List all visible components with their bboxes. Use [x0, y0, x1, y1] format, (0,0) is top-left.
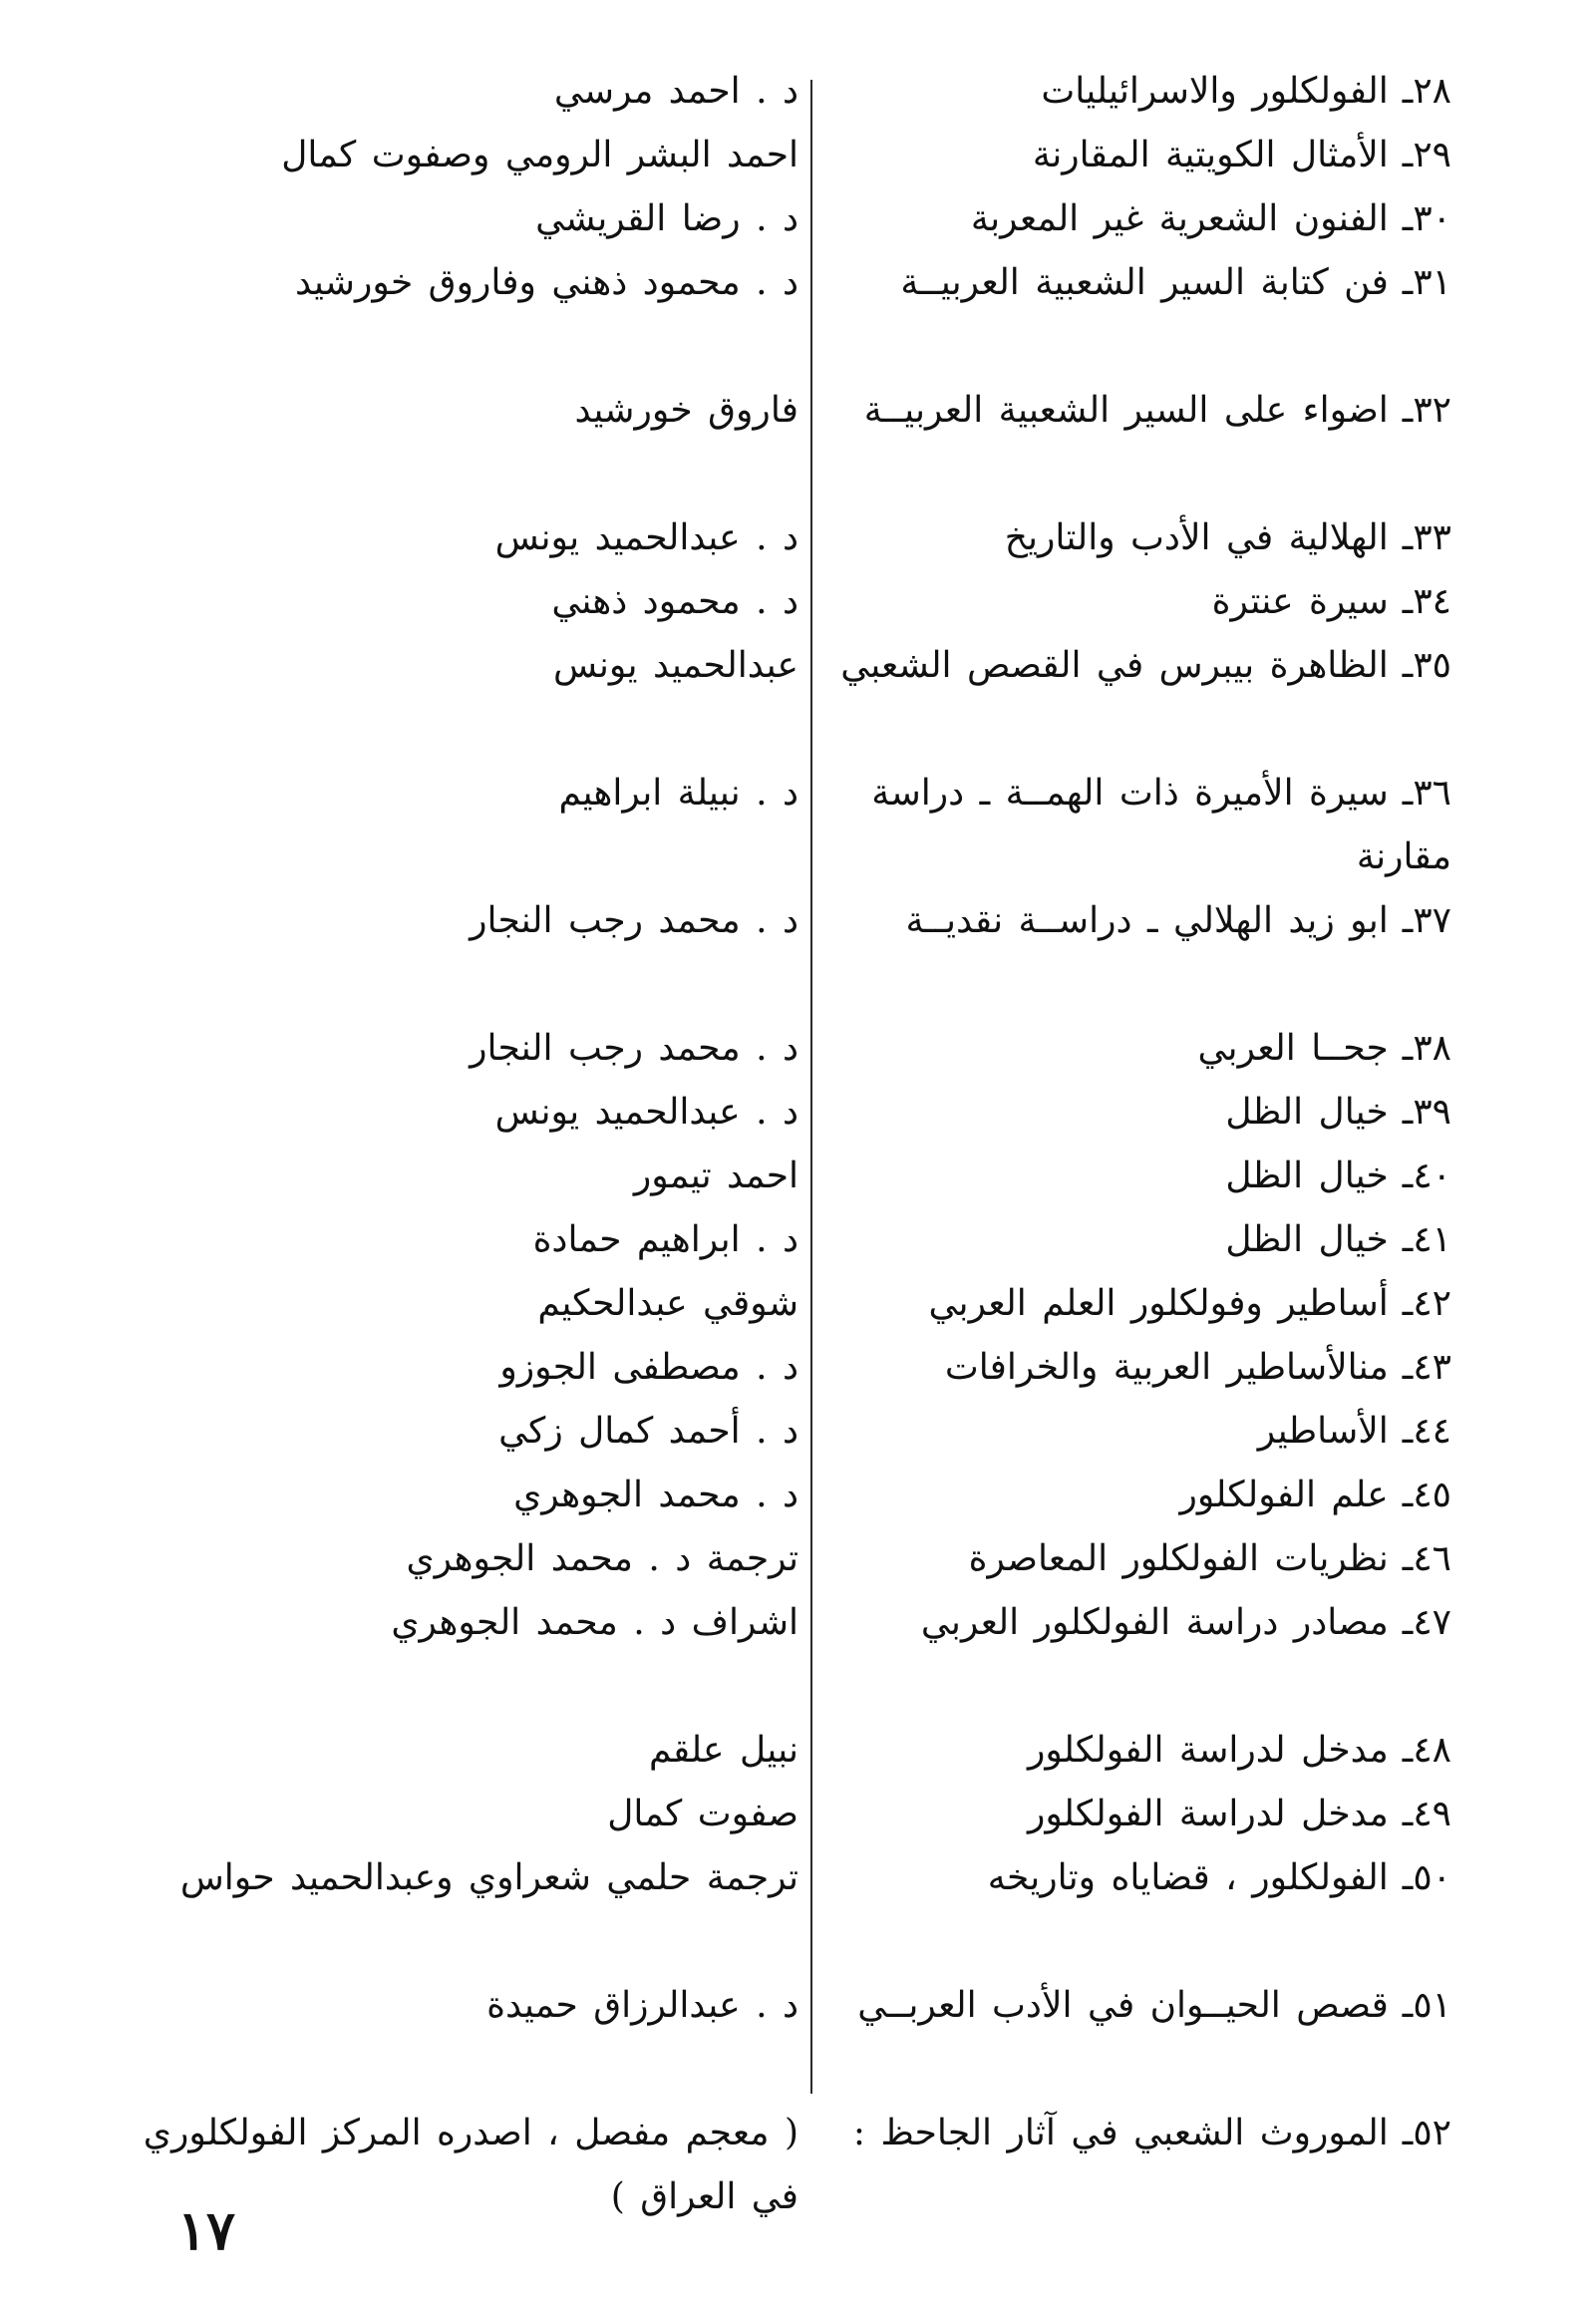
entry-title [798, 2102, 1451, 2165]
entry-number: ٤٩ـ [1402, 1794, 1451, 1834]
entry-author: د . عبدالحميد يونس [494, 1092, 798, 1133]
entry-number: ٣٤ـ [1402, 581, 1451, 622]
entry-title-text: الموروث الشعبي في آثار الجاحظ : [852, 2113, 1389, 2153]
entry-title-text: سيرة عنترة [1211, 581, 1389, 622]
list-item [0, 1336, 1596, 1400]
entry-author: صفوت كمال [607, 1794, 798, 1834]
entry-title [798, 1272, 1451, 1336]
entry-author: ترجمة د . محمد الجوهري [406, 1538, 798, 1579]
entry-title [798, 379, 1451, 443]
entry-number: ٥١ـ [1402, 1985, 1451, 2026]
entry-number: ٥٠ـ [1402, 1857, 1451, 1898]
list-item [0, 1017, 1596, 1081]
entry-author: د . عبدالرزاق حميدة [486, 1985, 798, 2026]
list-item [0, 1400, 1596, 1464]
entry-author: د . رضا القريشي [535, 198, 798, 239]
entry-title-text: الهلالية في الأدب والتاريخ [1004, 517, 1389, 558]
entry-title-text: قصص الحيــوان في الأدب العربــي [857, 1985, 1389, 2026]
entry-author: ترجمة حلمي شعراوي وعبدالحميد حواس [179, 1857, 798, 1898]
entry-title-text: أساطير وفولكلور العلم العربي [928, 1283, 1389, 1324]
entry-number: ٤٥ـ [1402, 1475, 1451, 1515]
entry-title-text: الأساطير [1257, 1411, 1389, 1452]
list-item [0, 1145, 1596, 1208]
entry-title-text: جحــا العربي [1197, 1028, 1389, 1069]
entry-title [798, 251, 1451, 315]
entry-author: فاروق خورشيد [574, 390, 798, 431]
entry-number: ٣٣ـ [1402, 517, 1451, 558]
entry-number: ٤٨ـ [1402, 1730, 1451, 1771]
entry-author: ( معجم مفصل ، اصدره المركز الفولكلوري في العراق ) [143, 2113, 798, 2217]
entry-title-text: فن كتابة السير الشعبية العربيــة [900, 262, 1389, 303]
entry-title-text: خيال الظل [1225, 1092, 1389, 1133]
entry-title [798, 124, 1451, 187]
entry-title [798, 889, 1451, 953]
entry-title-text: الفولكلور والاسرائيليات [1041, 71, 1389, 112]
entry-number: ٤١ـ [1402, 1219, 1451, 1260]
entry-number: ٤٤ـ [1402, 1411, 1451, 1452]
list-item [0, 2102, 1596, 2229]
entry-author: د . عبدالحميد يونس [494, 517, 798, 558]
entry-title [798, 762, 1451, 889]
entry-title [798, 1846, 1451, 1910]
entry-title-text: منالأساطير العربية والخرافات [944, 1347, 1389, 1388]
list-item [0, 1591, 1596, 1719]
entry-number: ٣٢ـ [1402, 390, 1451, 431]
entry-title [798, 1591, 1451, 1655]
entry-title-text: مصادر دراسة الفولكلور العربي [920, 1602, 1389, 1643]
entry-title-text: خيال الظل [1225, 1219, 1389, 1260]
entry-author: د . محمود ذهني [551, 581, 798, 622]
list-item [0, 1974, 1596, 2102]
entry-title [798, 60, 1451, 124]
entry-title [798, 1400, 1451, 1464]
entry-title [798, 1017, 1451, 1081]
list-item [0, 506, 1596, 570]
entry-title-text: سيرة الأميرة ذات الهمــة ـ دراسة مقارنة [871, 773, 1451, 877]
entry-number: ٤٣ـ [1402, 1347, 1451, 1388]
entry-title [798, 1208, 1451, 1272]
entry-title-text: مدخل لدراسة الفولكلور [1027, 1730, 1389, 1771]
entry-number: ٣٩ـ [1402, 1092, 1451, 1133]
entry-title [798, 187, 1451, 251]
entry-title [798, 634, 1451, 698]
list-item [0, 1208, 1596, 1272]
entry-number: ٤٧ـ [1402, 1602, 1451, 1643]
entry-title [798, 1145, 1451, 1208]
entry-author: د . محمد الجوهري [513, 1475, 798, 1515]
entry-number: ٢٨ـ [1402, 71, 1451, 112]
list-item [0, 1783, 1596, 1846]
entry-title-text: علم الفولكلور [1179, 1475, 1389, 1515]
entry-author: د . أحمد كمال زكي [498, 1411, 798, 1452]
list-item [0, 1272, 1596, 1336]
list-item [0, 379, 1596, 506]
entry-title [798, 1783, 1451, 1846]
list-item [0, 762, 1596, 889]
list-item [0, 60, 1596, 124]
entry-title [798, 1336, 1451, 1400]
entry-author: د . نبيلة ابراهيم [558, 773, 798, 814]
entry-number: ٣٧ـ [1402, 900, 1451, 941]
entry-title-text: الظاهرة بيبرس في القصص الشعبي [840, 645, 1389, 686]
entry-title [798, 570, 1451, 634]
entry-number: ٣١ـ [1402, 262, 1451, 303]
entry-number: ٣٨ـ [1402, 1028, 1451, 1069]
entry-number: ٣٠ـ [1402, 198, 1451, 239]
entry-number: ٢٩ـ [1402, 135, 1451, 175]
entry-author: شوقي عبدالحكيم [537, 1283, 798, 1324]
page-number: ١٧ [177, 2198, 236, 2262]
entry-title-text: الأمثال الكويتية المقارنة [1032, 135, 1389, 175]
entry-title-text: ابو زيد الهلالي ـ دراســة نقديــة [905, 900, 1389, 941]
list-item [0, 1846, 1596, 1974]
entry-title [798, 1719, 1451, 1783]
bibliography-list [0, 60, 1596, 2229]
entry-number: ٣٥ـ [1402, 645, 1451, 686]
entry-author: د . احمد مرسي [553, 71, 798, 112]
entry-title-text: الفنون الشعرية غير المعربة [970, 198, 1389, 239]
list-item [0, 634, 1596, 762]
entry-title [798, 1527, 1451, 1591]
entry-title [798, 1974, 1451, 2038]
entry-title-text: اضواء على السير الشعبية العربيــة [863, 390, 1389, 431]
entry-title [798, 506, 1451, 570]
entry-title-text: نظريات الفولكلور المعاصرة [968, 1538, 1389, 1579]
entry-author: د . محمود ذهني وفاروق خورشيد [295, 262, 798, 303]
entry-author: احمد تيمور [633, 1155, 798, 1196]
list-item [0, 251, 1596, 379]
entry-title [798, 1464, 1451, 1527]
entry-title-text: خيال الظل [1225, 1155, 1389, 1196]
list-item [0, 889, 1596, 1017]
list-item [0, 124, 1596, 187]
entry-author: د . مصطفى الجوزو [499, 1347, 798, 1388]
list-item [0, 1464, 1596, 1527]
entry-number: ٤٢ـ [1402, 1283, 1451, 1324]
list-item [0, 1527, 1596, 1591]
entry-title-text: مدخل لدراسة الفولكلور [1027, 1794, 1389, 1834]
entry-author: د . ابراهيم حمادة [532, 1219, 798, 1260]
entry-number: ٤٠ـ [1402, 1155, 1451, 1196]
list-item [0, 1719, 1596, 1783]
list-item [0, 187, 1596, 251]
entry-title-text: الفولكلور ، قضاياه وتاريخه [987, 1857, 1389, 1898]
entry-author: عبدالحميد يونس [553, 645, 798, 686]
entry-author: اشراف د . محمد الجوهري [391, 1602, 798, 1643]
entry-title [798, 1081, 1451, 1145]
entry-author: احمد البشر الرومي وصفوت كمال [281, 135, 798, 175]
entry-number: ٥٢ـ [1402, 2113, 1451, 2153]
entry-number: ٣٦ـ [1402, 773, 1451, 814]
entry-author: د . محمد رجب النجار [470, 1028, 798, 1069]
list-item [0, 570, 1596, 634]
entry-author: نبيل علقم [648, 1730, 798, 1771]
entry-author: د . محمد رجب النجار [470, 900, 798, 941]
entry-number: ٤٦ـ [1402, 1538, 1451, 1579]
list-item [0, 1081, 1596, 1145]
